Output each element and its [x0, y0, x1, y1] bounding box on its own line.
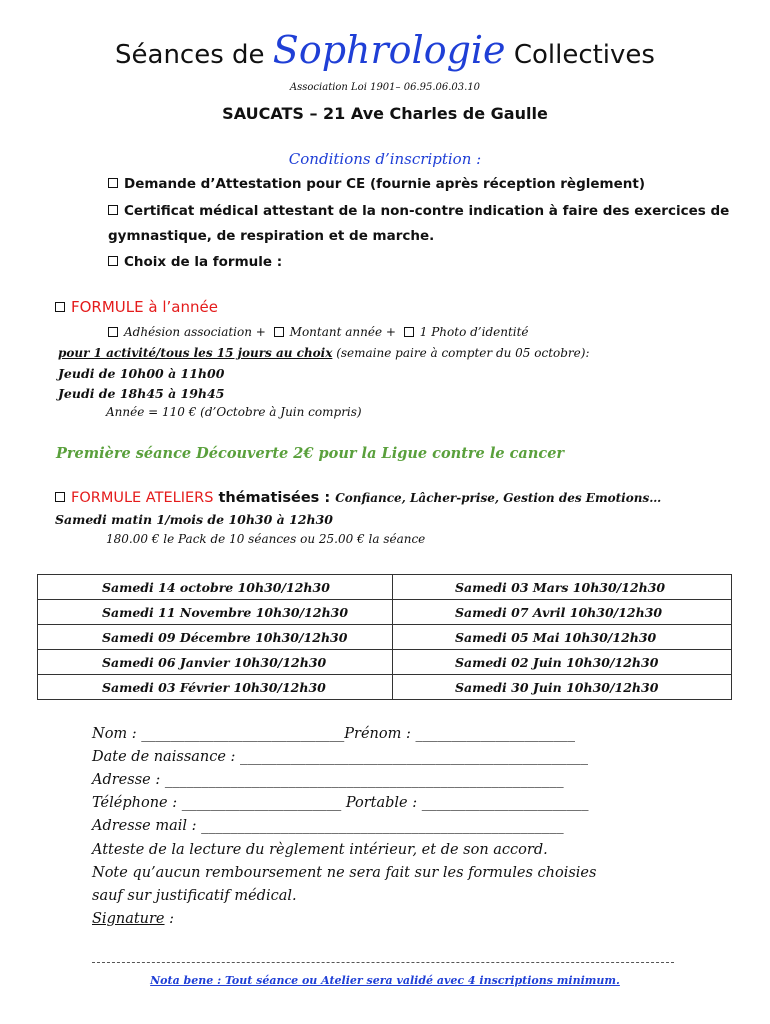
formule-annee-requirements: Adhésion association + Montant année + 1 Photo d’identité — [108, 325, 529, 339]
condition-item: Certificat médical attestant de la non-contre indication à faire des exercices de — [108, 203, 729, 219]
activity-line: pour 1 activité/tous les 15 jours au choix (semaine paire à compter du 05 octobre): — [58, 346, 590, 360]
checkbox-icon — [108, 256, 118, 266]
form-note: Note qu’aucun remboursement ne sera fait sur les formules choisies — [92, 865, 597, 881]
table-row — [38, 575, 732, 600]
table-row — [38, 625, 732, 650]
slot-line: Jeudi de 10h00 à 11h00 — [58, 366, 225, 381]
session-cell: Samedi 03 Mars 10h30/12h30 — [393, 575, 732, 600]
formule-ateliers-title: FORMULE ATELIERS thématisées : Confiance, Lâcher-prise, Gestion des Emotions… — [55, 490, 661, 506]
condition-item: Choix de la formule : — [108, 254, 282, 270]
checkbox-icon — [274, 327, 284, 337]
checkbox-icon — [108, 178, 118, 188]
table-row — [38, 675, 732, 700]
conditions-heading: Conditions d’inscription : — [288, 150, 482, 168]
divider — [92, 962, 674, 963]
checkbox-icon — [55, 302, 65, 312]
title-pre: Séances de — [115, 40, 265, 70]
ateliers-price: 180.00 € le Pack de 10 séances ou 25.00 € la séance — [106, 532, 426, 546]
sessions-table — [37, 574, 732, 700]
form-nom-prenom[interactable]: Nom : ____________________________Prénom : ______________________ — [92, 726, 575, 742]
session-cell: Samedi 14 octobre 10h30/12h30 — [38, 575, 393, 600]
formule-annee-title: FORMULE à l’année — [55, 298, 218, 316]
form-attestation: Atteste de la lecture du règlement intérieur, et de son accord. — [92, 842, 548, 858]
session-cell: Samedi 06 Janvier 10h30/12h30 — [38, 650, 393, 675]
slot-line: Jeudi de 18h45 à 19h45 — [58, 386, 225, 401]
decouverte-line: Première séance Découverte 2€ pour la Ligue contre le cancer — [56, 445, 565, 462]
session-cell: Samedi 05 Mai 10h30/12h30 — [393, 625, 732, 650]
annee-price: Année = 110 € (d’Octobre à Juin compris) — [106, 405, 362, 419]
form-signature[interactable]: Signature : — [92, 911, 175, 927]
form-adresse-mail[interactable]: Adresse mail : __________________________________________________ — [92, 818, 564, 834]
checkbox-icon — [108, 327, 118, 337]
condition-item: Demande d’Attestation pour CE (fournie après réception règlement) — [108, 176, 645, 192]
session-cell: Samedi 30 Juin 10h30/12h30 — [393, 675, 732, 700]
table-row — [38, 650, 732, 675]
form-note-continued: sauf sur justificatif médical. — [92, 888, 297, 904]
condition-item-continued: gymnastique, de respiration et de marche. — [108, 228, 435, 244]
form-date-naissance[interactable]: Date de naissance : ________________________________________________ — [92, 749, 589, 765]
nota-bene: Nota bene : Tout séance ou Atelier sera validé avec 4 inscriptions minimum. — [150, 974, 620, 987]
page-title — [0, 28, 770, 77]
title-post: Collectives — [513, 40, 655, 70]
table-row — [38, 600, 732, 625]
session-cell: Samedi 02 Juin 10h30/12h30 — [393, 650, 732, 675]
form-adresse[interactable]: Adresse : _______________________________________________________ — [92, 772, 564, 788]
form-telephone-portable[interactable]: Téléphone : ______________________ Portable : _______________________ — [92, 795, 589, 811]
checkbox-icon — [404, 327, 414, 337]
ateliers-schedule: Samedi matin 1/mois de 10h30 à 12h30 — [55, 512, 334, 527]
session-cell: Samedi 11 Novembre 10h30/12h30 — [38, 600, 393, 625]
session-cell: Samedi 07 Avril 10h30/12h30 — [393, 600, 732, 625]
checkbox-icon — [108, 205, 118, 215]
association-line: Association Loi 1901– 06.95.06.03.10 — [289, 82, 481, 93]
checkbox-icon — [55, 492, 65, 502]
session-cell: Samedi 03 Février 10h30/12h30 — [38, 675, 393, 700]
session-cell: Samedi 09 Décembre 10h30/12h30 — [38, 625, 393, 650]
address-line: SAUCATS – 21 Ave Charles de Gaulle — [222, 104, 548, 123]
title-highlight: Sophrologie — [272, 28, 506, 72]
